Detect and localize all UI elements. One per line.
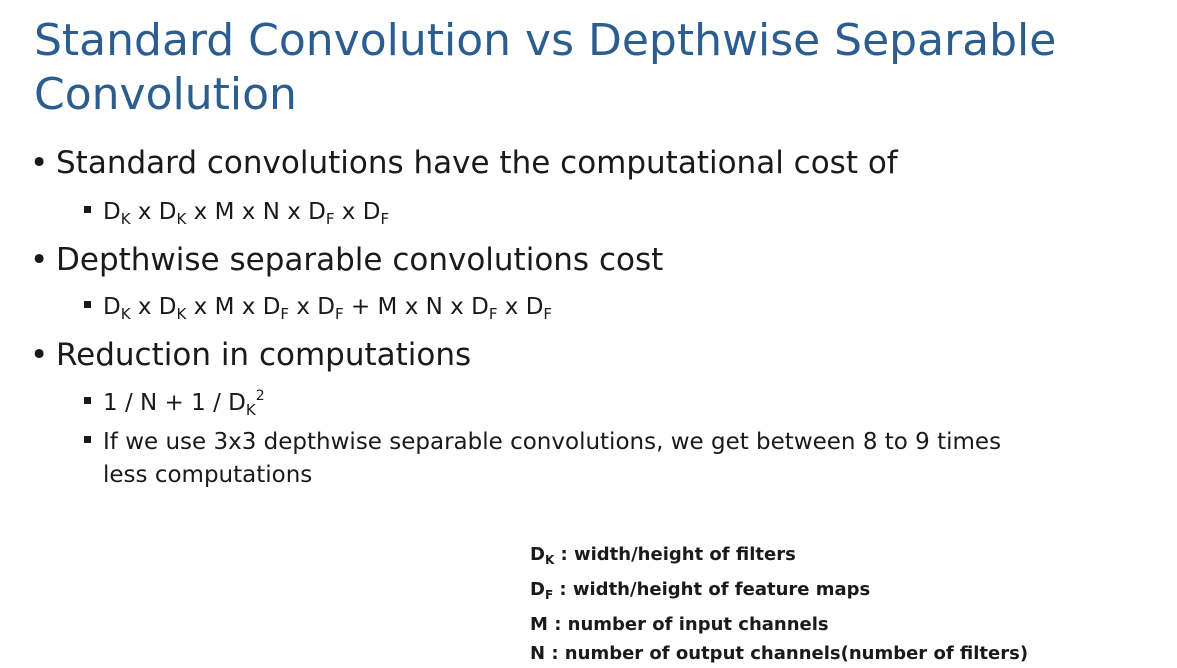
square-bullet-icon — [84, 436, 91, 443]
bullet-dot: • — [30, 145, 49, 181]
bullet-text: Depthwise separable convolutions cost — [56, 242, 664, 278]
legend-item: N : number of output channels(number of filters) — [530, 643, 1029, 664]
bullet-depthwise-cost — [30, 242, 663, 278]
legend-item: M : number of input channels — [530, 614, 829, 635]
formula-standard: $D_K$ x $D_K$ x M x N x $D_F$ x $D_F$ — [84, 199, 389, 228]
square-bullet-icon — [84, 206, 91, 213]
slide-title: Standard Convolution vs Depthwise Separable Convolution — [34, 15, 1057, 120]
square-bullet-icon — [84, 397, 91, 404]
note-3x3-reduction: If we use 3x3 depthwise separable convolutions, we get between 8 to 9 times less computations — [84, 426, 1124, 492]
bullet-dot: • — [30, 337, 49, 373]
legend-item: $D_F$ : width/height of feature maps — [530, 579, 871, 602]
bullet-reduction — [30, 337, 471, 373]
bullet-dot: • — [30, 242, 49, 278]
legend-item: $D_K$ : width/height of filters — [530, 544, 796, 567]
square-bullet-icon — [84, 301, 91, 308]
symbol-legend — [530, 540, 1028, 668]
bullet-text: Reduction in computations — [56, 337, 472, 373]
formula-reduction: $1 / N + 1 / D_K^2$ — [84, 388, 265, 419]
bullet-text: Standard convolutions have the computational cost of — [56, 145, 898, 181]
formula-depthwise: $D_K$ x $D_K$ x M x $D_F$ x $D_F + M$ x N x $D_F$ x $D_F$ — [84, 294, 552, 323]
bullet-standard-cost — [30, 145, 898, 181]
